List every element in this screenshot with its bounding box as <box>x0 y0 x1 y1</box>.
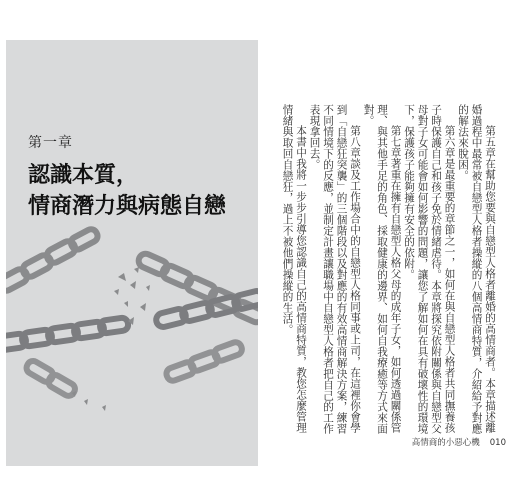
page-number: 010 <box>489 438 506 448</box>
running-title: 高情商的小惡心機 <box>411 438 480 448</box>
page-footer <box>412 436 506 448</box>
paragraph: 第六章是最重要的章節之一，如何在與自戀型人格者共同撫養孩子時保護自己和孩子免於情緒虐待。本章將探究依附關係與自戀型父母對子女可能會如何影響的問題，讓您了解如何在具有破壞性的環境下，保護孩子能夠擁有安全的依附。 <box>403 104 456 434</box>
chapter-title <box>28 160 226 222</box>
chain-lower <box>24 341 243 398</box>
chapter-title-line-1: 認識本質， <box>28 162 139 188</box>
paragraph: 第八章談及工作場合中的自戀型人格同事或上司，在這裡你會學到「自戀狂突襲」的三個階段以及對應的有效高情商解決方案，練習不同情境下的反應，並制定計畫讓職場中自戀型人格者把自己的工作表現拿回去。 <box>308 104 361 434</box>
body-text <box>280 104 496 434</box>
paragraph: 第七章著重在擁有自戀型人格父母的成年子女，如何透過關係管理、與其他手足的角色、採取健康的邊界、如何自我療癒等方式來面對。 <box>362 104 402 434</box>
chapter-title-line-2: 情商潛力與病態自戀 <box>28 193 227 219</box>
paragraph: 本書中我將一步步引導您認識自己的高情商特質，教您怎麼管理情緒與取回自戀狂，過上不被他們操縱的生活。 <box>281 104 307 434</box>
right-page <box>264 40 514 466</box>
broken-chains-illustration <box>6 215 258 420</box>
left-page <box>6 40 258 466</box>
chain-upper <box>6 227 258 324</box>
book-spread <box>6 6 514 494</box>
paragraph: 第五章在幫助您要與自戀型人格者離婚的高情商者。本章描述離婚過程中最常被自戀型人格者操縱的八個高情商特質，介紹給予對應的解法來脫困。 <box>457 104 496 434</box>
chapter-label: 第一章 <box>28 135 73 151</box>
